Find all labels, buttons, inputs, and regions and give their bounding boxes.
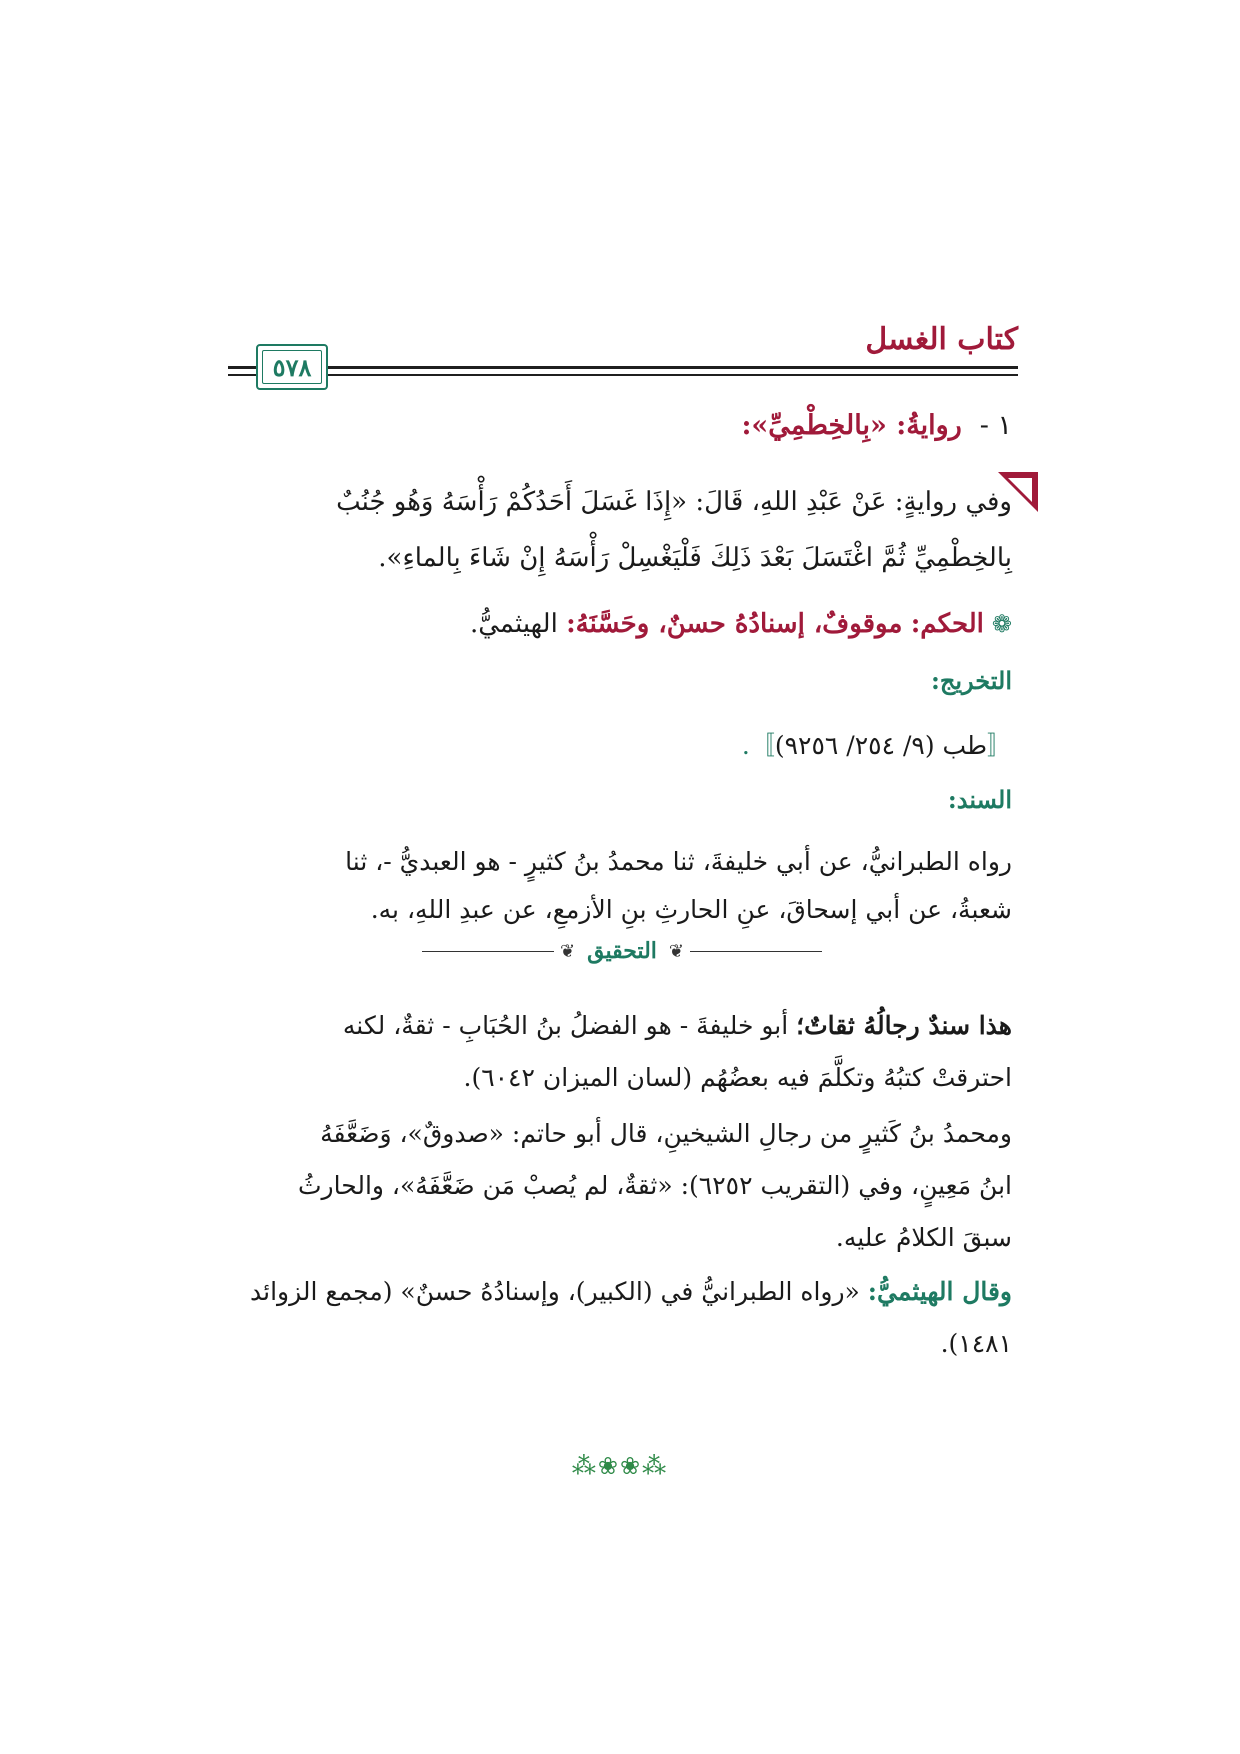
ruling-by: الهيثميُّ.	[470, 609, 558, 639]
section-divider	[422, 936, 822, 966]
divider-title: التحقيق	[587, 938, 657, 964]
chapter-title: كتاب الغسل	[865, 322, 1018, 357]
tahqiq-paragraph	[222, 1000, 1012, 1104]
tahqiq-line	[222, 1266, 1012, 1318]
end-ornament-icon: ⁂❀❀⁂	[571, 1452, 669, 1480]
tahqiq-line: احترقتْ كتبُهُ وتكلَّمَ فيه بعضُهُم (لسان الميزان ٦٠٤٢).	[463, 1063, 1012, 1092]
sanad-line: رواه الطبرانيُّ، عن أبي خليفةَ، ثنا محمدُ بنُ كثيرٍ - هو العبديُّ -، ثنا	[345, 847, 1012, 876]
tahqiq-paragraph	[222, 1108, 1012, 1264]
sanad-heading: السند:	[947, 785, 1012, 814]
hadith-line: وفي روايةٍ: عَنْ عَبْدِ اللهِ، قَالَ: «إِذَا غَسَلَ أَحَدُكُمْ رَأْسَهُ وَهُو جُنُبٌ	[336, 487, 1012, 517]
header-rule-thin	[228, 374, 1018, 376]
hadith-text	[222, 474, 1012, 586]
tahqiq-paragraph	[222, 1266, 1012, 1370]
haythami-label: وقال الهيثميُّ:	[867, 1277, 1012, 1306]
section-number: ١ -	[979, 410, 1012, 441]
ruling-label: الحكم:	[910, 609, 984, 639]
takhrij-reference	[222, 726, 1012, 766]
tahqiq-line: ومحمدُ بنُ كَثيرٍ من رجالِ الشيخينِ، قال أبو حاتم: «صدوقٌ»، وَضَعَّفَهُ	[320, 1119, 1012, 1148]
tahqiq-line: ابنُ مَعِينٍ، وفي (التقريب ٦٢٥٢): «ثقةٌ، لم يُصبْ مَن ضَعَّفَهُ»، والحارثُ	[297, 1171, 1012, 1200]
tahqiq-line: ١٤٨١).	[940, 1329, 1012, 1358]
ruling	[222, 604, 1012, 644]
page-header	[228, 322, 1018, 390]
tahqiq-verdict: هذا سندٌ رجالُهُ ثقاتٌ؛	[796, 1011, 1012, 1040]
vine-ornament-icon: ❦	[560, 940, 576, 962]
tahqiq-text: أبو خليفةَ - هو الفضلُ بنُ الحُبَابِ - ثقةٌ، لكنه	[342, 1011, 789, 1040]
divider-rule	[422, 951, 554, 952]
section-heading	[222, 410, 1012, 441]
tahqiq-text: «رواه الطبرانيُّ في (الكبير)، وإسنادُهُ حسنٌ» (مجمع الزوائد	[250, 1277, 860, 1306]
page-number: ٥٧٨	[272, 352, 312, 382]
takhrij-source: طب (٩/ ٢٥٤/ ٩٢٥٦)	[774, 731, 987, 760]
header-rule	[228, 366, 1018, 369]
tahqiq-line: سبقَ الكلامُ عليه.	[835, 1223, 1012, 1252]
ruling-value: موقوفٌ، إسنادُهُ حسنٌ، وحَسَّنَهُ:	[566, 609, 903, 639]
sanad-line: شعبةُ، عن أبي إسحاقَ، عنِ الحارثِ بنِ الأزمعِ، عن عبدِ اللهِ، به.	[370, 895, 1012, 924]
tahqiq-line	[222, 1000, 1012, 1052]
corner-ornament-inner	[1008, 478, 1032, 502]
sanad-text	[222, 838, 1012, 934]
hadith-line: بِالخِطْمِيِّ ثُمَّ اغْتَسَلَ بَعْدَ ذَلِكَ فَلْيَغْسِلْ رَأْسَهُ إِنْ شَاءَ بِالماءِ».	[378, 543, 1012, 573]
takhrij-heading: التخريج:	[931, 666, 1012, 695]
vine-ornament-icon: ❦	[668, 940, 684, 962]
close-bracket: 〛.	[741, 731, 775, 760]
section-title: روايةُ: «بِالخِطْمِيِّ»:	[741, 410, 962, 441]
divider-rule	[690, 951, 822, 952]
page-number-frame	[256, 344, 328, 390]
flower-icon: ❁	[991, 610, 1012, 638]
open-bracket: 〚	[986, 731, 1012, 760]
